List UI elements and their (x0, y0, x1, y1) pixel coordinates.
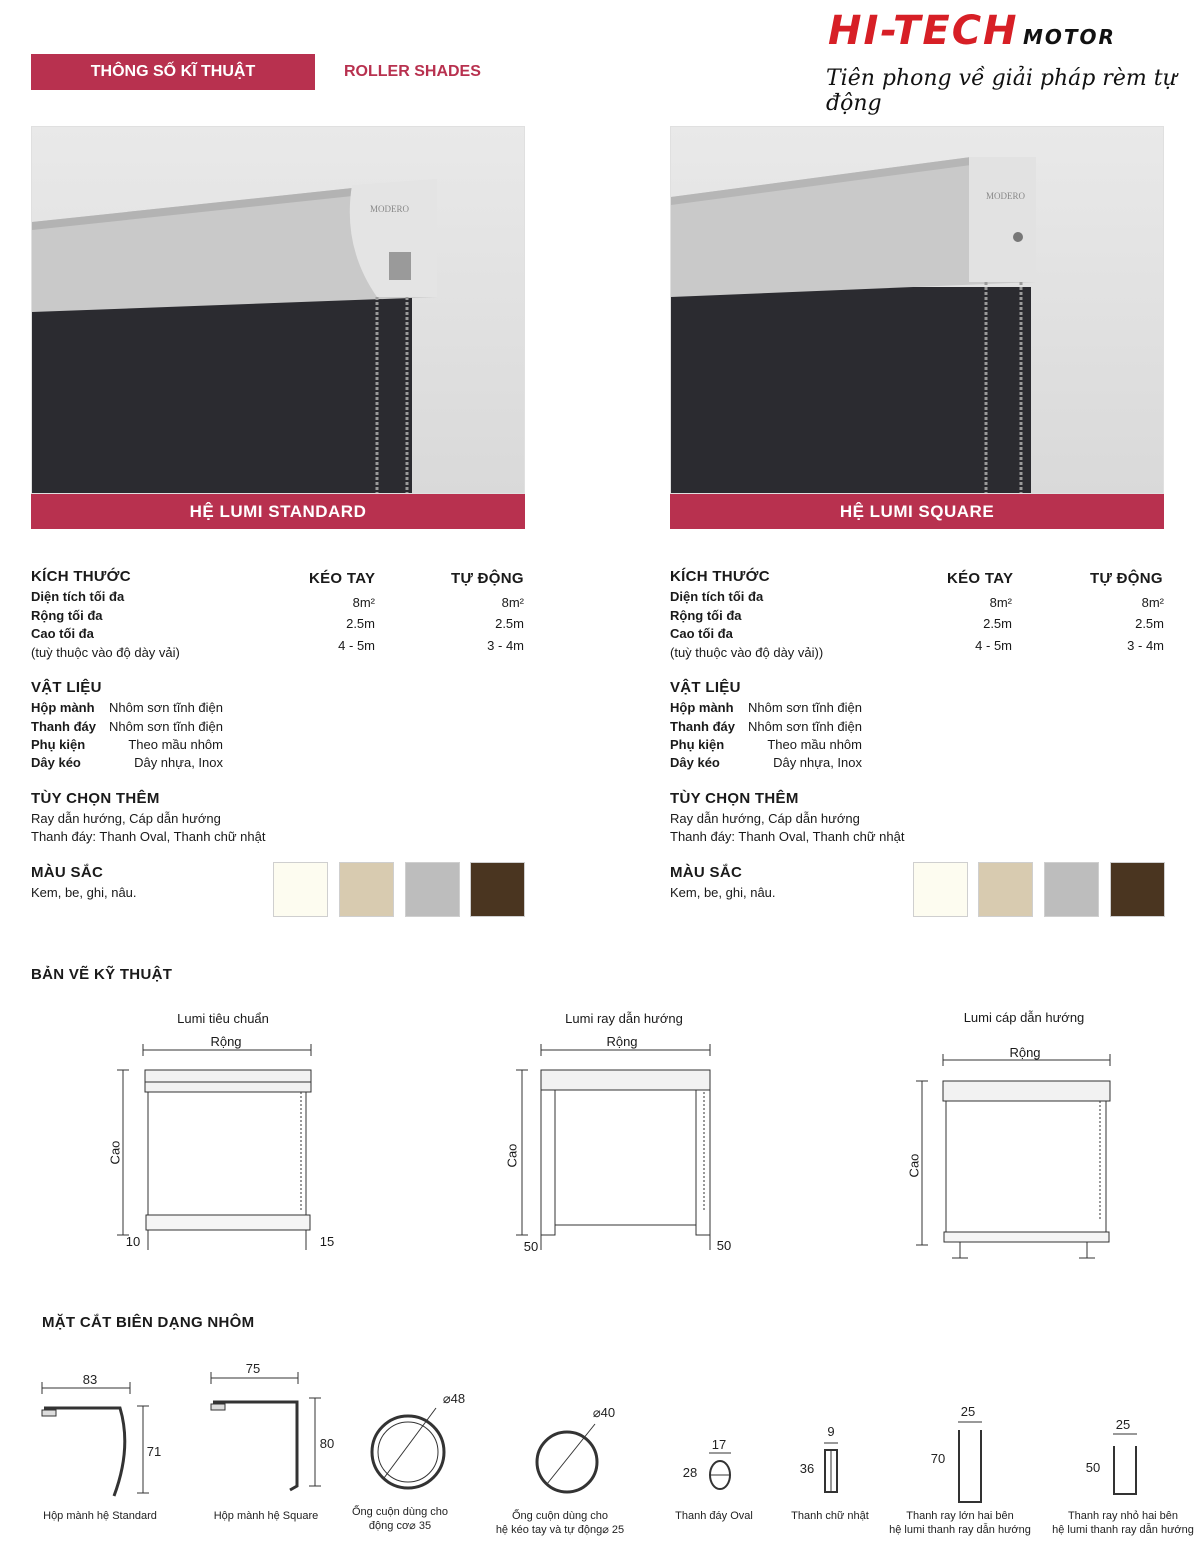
color-text: Kem, be, ghi, nâu. (670, 885, 776, 900)
profile-tube-40 (525, 1412, 615, 1507)
material-label: Phụ kiện (31, 737, 86, 752)
profile-width: 25 (960, 1404, 976, 1419)
profile-square-box (205, 1368, 325, 1498)
profile-diameter: ⌀40 (592, 1405, 616, 1420)
width-label: Rộng (606, 1034, 638, 1049)
row-label: Rộng tối đa (670, 608, 742, 623)
height-label: Cao (504, 1143, 520, 1168)
profile-caption: Hộp mành hệ Square (213, 1510, 319, 1522)
profile-small-rail (1100, 1430, 1150, 1500)
profile-caption: Ống cuộn dùng cho (511, 1510, 609, 1522)
swatch-brown (1110, 862, 1165, 917)
option-line: Thanh đáy: Thanh Oval, Thanh chữ nhật (31, 829, 266, 844)
product-label: ROLLER SHADES (344, 63, 481, 80)
profile-width: 25 (1115, 1417, 1131, 1432)
width-label: Rộng (210, 1034, 242, 1049)
slogan: Tiên phong về giải pháp rèm tự động (826, 66, 1177, 116)
material-value: Nhôm sơn tĩnh điện (747, 719, 862, 734)
right-dimension: 15 (319, 1234, 335, 1249)
material-label: Hộp mành (31, 700, 95, 715)
material-value: Dây nhựa, Inox (134, 755, 223, 770)
material-value: Theo mầu nhôm (128, 737, 223, 752)
material-value: Nhôm sơn tĩnh điện (108, 700, 223, 715)
option-line: Ray dẫn hướng, Cáp dẫn hướng (670, 811, 860, 826)
profile-caption: hệ lumi thanh ray dẫn hướng (889, 1524, 1031, 1536)
profile-height: 50 (1085, 1460, 1101, 1475)
material-label: Thanh đáy (31, 719, 97, 734)
row-auto: 8m² (501, 595, 524, 610)
logo-main-text: HI-TECH (828, 8, 1019, 54)
lumi-square-illustration (671, 127, 1164, 494)
drawing-title: Lumi ray dẫn hướng (565, 1011, 683, 1026)
row-manual: 4 - 5m (338, 638, 375, 653)
option-line: Thanh đáy: Thanh Oval, Thanh chữ nhật (670, 829, 905, 844)
row-auto: 2.5m (495, 616, 524, 631)
swatch-cream (913, 862, 968, 917)
size-note: (tuỳ thuộc vào độ dày vải) (31, 645, 180, 660)
lumi-standard-photo (31, 126, 525, 494)
swatch-grey (1044, 862, 1099, 917)
left-dimension: 50 (523, 1239, 539, 1254)
profile-height: 71 (146, 1444, 162, 1459)
row-manual: 2.5m (346, 616, 375, 631)
swatch-cream (273, 862, 328, 917)
material-value: Dây nhựa, Inox (773, 755, 862, 770)
profile-caption: Thanh đáy Oval (675, 1510, 753, 1522)
profile-width: 83 (82, 1372, 98, 1387)
profiles-heading: MẶT CẮT BIÊN DẠNG NHÔM (42, 1314, 255, 1331)
profile-large-rail (945, 1418, 995, 1508)
row-auto: 3 - 4m (487, 638, 524, 653)
row-label: Diện tích tối đa (670, 589, 764, 604)
lumi-square-title-bar: HỆ LUMI SQUARE (670, 494, 1164, 529)
height-label: Cao (906, 1153, 922, 1178)
profile-caption: Thanh chữ nhật (791, 1510, 869, 1522)
col-manual: KÉO TAY (309, 570, 376, 587)
profile-tube-48 (370, 1400, 460, 1500)
drawing-title: Lumi cáp dẫn hướng (963, 1010, 1085, 1025)
lumi-standard-illustration (32, 127, 525, 494)
swatch-grey (405, 862, 460, 917)
row-auto: 3 - 4m (1127, 638, 1164, 653)
right-dimension: 50 (716, 1238, 732, 1253)
row-auto: 2.5m (1135, 616, 1164, 631)
swatch-beige (339, 862, 394, 917)
row-manual: 8m² (989, 595, 1012, 610)
profile-caption: Ống cuộn dùng cho (351, 1506, 449, 1518)
material-label: Dây kéo (31, 755, 81, 770)
row-manual: 4 - 5m (975, 638, 1012, 653)
material-heading: VẬT LIỆU (31, 679, 102, 696)
row-auto: 8m² (1141, 595, 1164, 610)
col-auto: TỰ ĐỘNG (451, 570, 524, 587)
left-dimension: 10 (125, 1234, 141, 1249)
profile-height: 28 (682, 1465, 698, 1480)
size-heading: KÍCH THƯỚC (31, 568, 131, 585)
spec-tag: THÔNG SỐ KĨ THUẬT (31, 54, 315, 90)
color-heading: MÀU SẮC (31, 864, 104, 881)
left-specs (31, 568, 525, 928)
col-manual: KÉO TAY (947, 570, 1014, 587)
row-manual: 8m² (352, 595, 375, 610)
swatch-beige (978, 862, 1033, 917)
brand-mark: MODERO (370, 204, 410, 214)
width-label: Rộng (1009, 1045, 1041, 1060)
size-note: (tuỳ thuộc vào độ dày vải)) (670, 645, 824, 660)
material-label: Dây kéo (670, 755, 720, 770)
brand-logo (828, 8, 1168, 54)
profile-caption: Hộp mành hệ Standard (43, 1510, 157, 1522)
profile-caption: hệ kéo tay và tự động⌀ 25 (495, 1524, 625, 1536)
brand-mark: MODERO (986, 191, 1026, 201)
row-label: Cao tối đa (31, 626, 94, 641)
drawing-title: Lumi tiêu chuẩn (177, 1011, 269, 1026)
drawing-lumi-rail (500, 1030, 750, 1260)
logo-sub-text: MOTOR (1022, 25, 1116, 49)
profile-width: 17 (711, 1437, 727, 1452)
profile-height: 80 (319, 1436, 335, 1451)
material-value: Theo mầu nhôm (767, 737, 862, 752)
row-label: Rộng tối đa (31, 608, 103, 623)
profile-oval-bar (695, 1445, 745, 1495)
row-label: Diện tích tối đa (31, 589, 125, 604)
material-heading: VẬT LIỆU (670, 679, 741, 696)
material-label: Hộp mành (670, 700, 734, 715)
color-heading: MÀU SẮC (670, 864, 743, 881)
profile-caption: Thanh ray nhỏ hai bên (1067, 1510, 1179, 1522)
profile-height: 36 (799, 1461, 815, 1476)
lumi-square-photo (670, 126, 1164, 494)
profile-caption: hệ lumi thanh ray dẫn hướng (1052, 1524, 1194, 1536)
color-text: Kem, be, ghi, nâu. (31, 885, 137, 900)
drawing-lumi-cable (900, 1040, 1130, 1270)
profile-width: 75 (245, 1361, 261, 1376)
swatch-brown (470, 862, 525, 917)
drawings-heading: BẢN VẼ KỸ THUẬT (31, 966, 173, 983)
profile-rect-bar (810, 1440, 850, 1500)
profile-standard-box (38, 1378, 168, 1508)
profile-width: 9 (827, 1424, 835, 1439)
profile-height: 70 (930, 1451, 946, 1466)
profile-caption: động cơ⌀ 35 (368, 1520, 432, 1532)
profile-caption: Thanh ray lớn hai bên (906, 1510, 1014, 1522)
option-heading: TÙY CHỌN THÊM (31, 790, 160, 807)
option-line: Ray dẫn hướng, Cáp dẫn hướng (31, 811, 221, 826)
material-value: Nhôm sơn tĩnh điện (747, 700, 862, 715)
material-label: Thanh đáy (670, 719, 736, 734)
row-label: Cao tối đa (670, 626, 733, 641)
lumi-standard-title-bar: HỆ LUMI STANDARD (31, 494, 525, 529)
option-heading: TÙY CHỌN THÊM (670, 790, 799, 807)
col-auto: TỰ ĐỘNG (1090, 570, 1163, 587)
size-heading: KÍCH THƯỚC (670, 568, 770, 585)
material-label: Phụ kiện (670, 737, 725, 752)
profile-diameter: ⌀48 (442, 1391, 466, 1406)
height-label: Cao (107, 1140, 123, 1165)
material-value: Nhôm sơn tĩnh điện (108, 719, 223, 734)
right-specs (670, 568, 1164, 928)
row-manual: 2.5m (983, 616, 1012, 631)
drawing-lumi-standard (100, 1030, 350, 1260)
